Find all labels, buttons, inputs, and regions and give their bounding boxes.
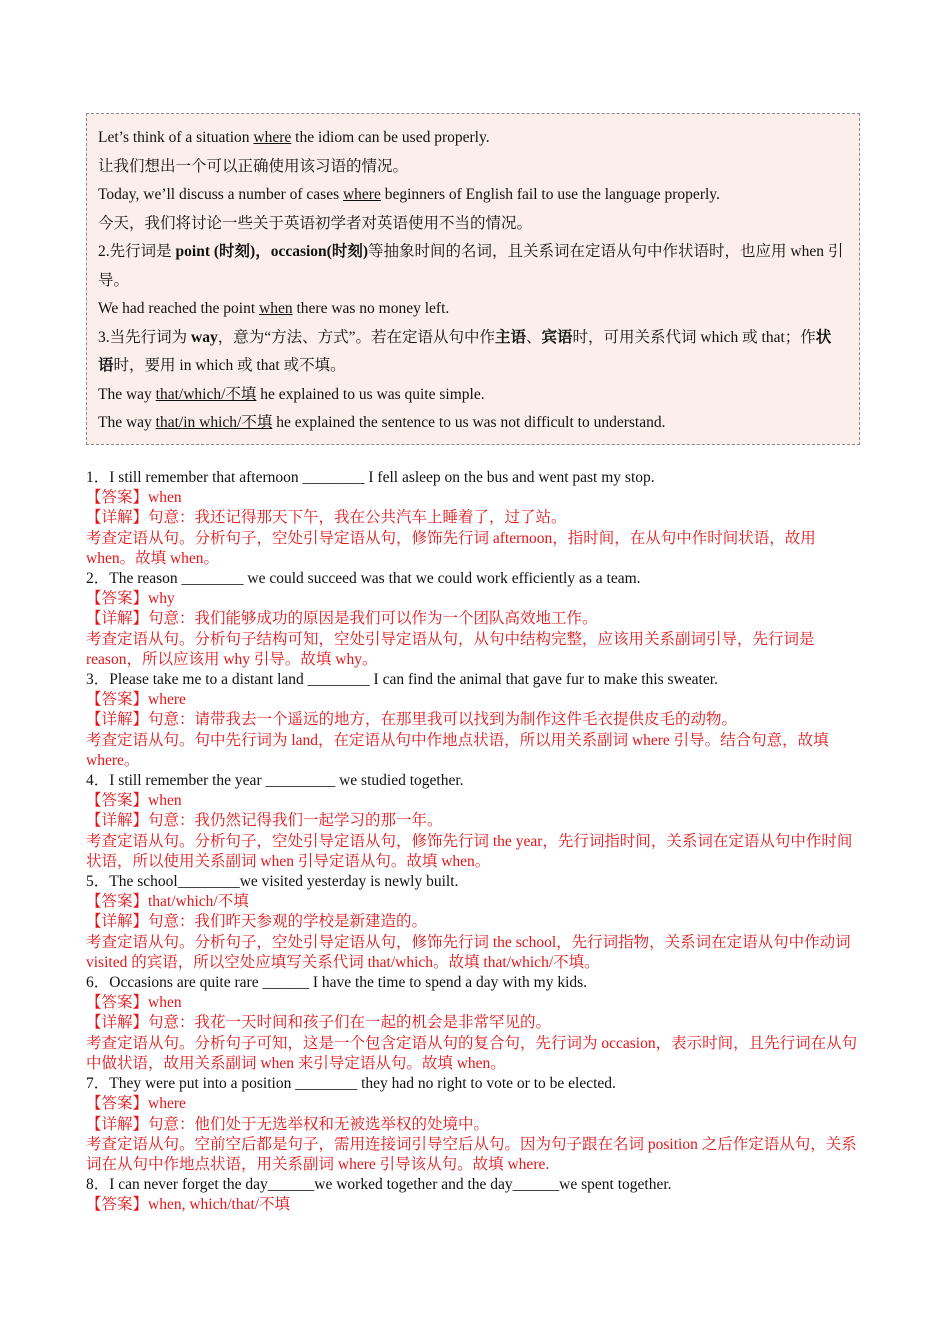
- note-example-cn-1: 让我们想出一个可以正确使用该习语的情况。: [98, 157, 409, 175]
- exercise-item: [86, 569, 866, 670]
- explanation-text: 考查定语从句。分析句子，空处引导定语从句，修饰先行词 the school，先行词指物，关系词在定语从句中作动词 visited 的宾语，所以空处应填写关系代词 that/which。故填 that/which/不填。: [86, 933, 851, 971]
- question-text: 7．They were put into a position ________ they had no right to vote or to be elected.: [86, 1075, 616, 1093]
- answer-line: 【答案】where: [86, 1095, 186, 1113]
- detail-line: 【详解】句意：我仍然记得我们一起学习的那一年。: [86, 812, 443, 830]
- detail-line: 【详解】句意：他们处于无选举权和无被选举权的处境中。: [86, 1115, 490, 1133]
- exercise-item: [86, 468, 866, 569]
- question-text: 2．The reason ________ we could succeed was that we could work efficiently as a team.: [86, 570, 641, 588]
- explanation-text: 考查定语从句。分析句子，空处引导定语从句，修饰先行词 the year，先行词指时间，关系词在定语从句中作时间状语，所以使用关系副词 when 引导定语从句。故填 when。: [86, 832, 853, 870]
- note-example-en-1: Let’s think of a situation where the idiom can be used properly.: [98, 129, 490, 146]
- question-text: 6．Occasions are quite rare ______ I have the time to spend a day with my kids.: [86, 974, 588, 992]
- exercise-item: [86, 1074, 866, 1175]
- answer-line: 【答案】why: [86, 590, 175, 608]
- question-text: 8．I can never forget the day______we worked together and the day______we spent together.: [86, 1176, 672, 1194]
- detail-line: 【详解】句意：请带我去一个遥远的地方，在那里我可以找到为制作这件毛衣提供皮毛的动物。: [86, 711, 738, 729]
- answer-line: 【答案】when: [86, 489, 182, 507]
- exercise-item: [86, 973, 866, 1074]
- exercise-item: [86, 670, 866, 771]
- explanation-text: 考查定语从句。空前空后都是句子，需用连接词引导空后从句。因为句子跟在名词 position 之后作定语从句，关系词在从句中作地点状语，用关系副词 where 引导该从句。故填 where.: [86, 1135, 857, 1173]
- detail-line: 【详解】句意：我们昨天参观的学校是新建造的。: [86, 913, 428, 931]
- question-text: 1．I still remember that afternoon ________ I fell asleep on the bus and went past my stop.: [86, 469, 655, 486]
- question-text: 4．I still remember the year _________ we studied together.: [86, 772, 464, 790]
- explanation-text: 考查定语从句。句中先行词为 land，在定语从句中作地点状语，所以用关系副词 where 引导。结合句意，故填 where。: [86, 731, 829, 769]
- note-example-cn-2: 今天，我们将讨论一些关于英语初学者对英语使用不当的情况。: [98, 214, 533, 232]
- note-example-en-4: The way that/which/不填 he explained to us was quite simple.: [98, 385, 485, 403]
- question-text: 3．Please take me to a distant land ________ I can find the animal that gave fur to make this sweater.: [86, 671, 718, 689]
- explanation-text: 考查定语从句。分析句子，空处引导定语从句，修饰先行词 afternoon，指时间，在从句中作时间状语，故用 when。故填 when。: [86, 529, 816, 567]
- grammar-note-box: [86, 113, 860, 445]
- question-text: 5．The school________we visited yesterday is newly built.: [86, 873, 459, 891]
- detail-line: 【详解】句意：我还记得那天下午，我在公共汽车上睡着了，过了站。: [86, 509, 567, 527]
- note-example-en-3: We had reached the point when there was no money left.: [98, 300, 450, 317]
- answer-line: 【答案】when: [86, 994, 182, 1012]
- explanation-text: 考查定语从句。分析句子结构可知，空处引导定语从句，从句中结构完整，应该用关系副词引导，先行词是 reason，所以应该用 why 引导。故填 why。: [86, 630, 815, 668]
- detail-line: 【详解】句意：我们能够成功的原因是我们可以作为一个团队高效地工作。: [86, 610, 598, 628]
- answer-line: 【答案】when, which/that/不填: [86, 1196, 291, 1214]
- note-rule-2: 2.先行词是 point (时刻)，occasion(时刻)等抽象时间的名词，且关系词在定语从句中作状语时，也应用 when 引导。: [98, 243, 844, 289]
- exercise-list: [86, 468, 866, 1216]
- explanation-text: 考查定语从句。分析句子可知，这是一个包含定语从句的复合句，先行词为 occasion，表示时间，且先行词在从句中做状语，故用关系副词 when 来引导定语从句。故填 when。: [86, 1034, 858, 1072]
- detail-line: 【详解】句意：我花一天时间和孩子们在一起的机会是非常罕见的。: [86, 1014, 552, 1032]
- answer-line: 【答案】when: [86, 792, 182, 810]
- exercise-item: [86, 771, 866, 872]
- answer-line: 【答案】that/which/不填: [86, 893, 249, 911]
- answer-line: 【答案】where: [86, 691, 186, 709]
- exercise-item: [86, 1175, 866, 1215]
- note-example-en-2: Today, we’ll discuss a number of cases where beginners of English fail to use the language properly.: [98, 186, 720, 203]
- note-example-en-5: The way that/in which/不填 he explained the sentence to us was not difficult to understand.: [98, 414, 666, 431]
- exercise-item: [86, 872, 866, 973]
- note-rule-3: 3.当先行词为 way，意为“方法、方式”。若在定语从句中作主语、宾语时，可用关系代词 which 或 that；作状语时，要用 in which 或 that 或不填。: [98, 328, 832, 374]
